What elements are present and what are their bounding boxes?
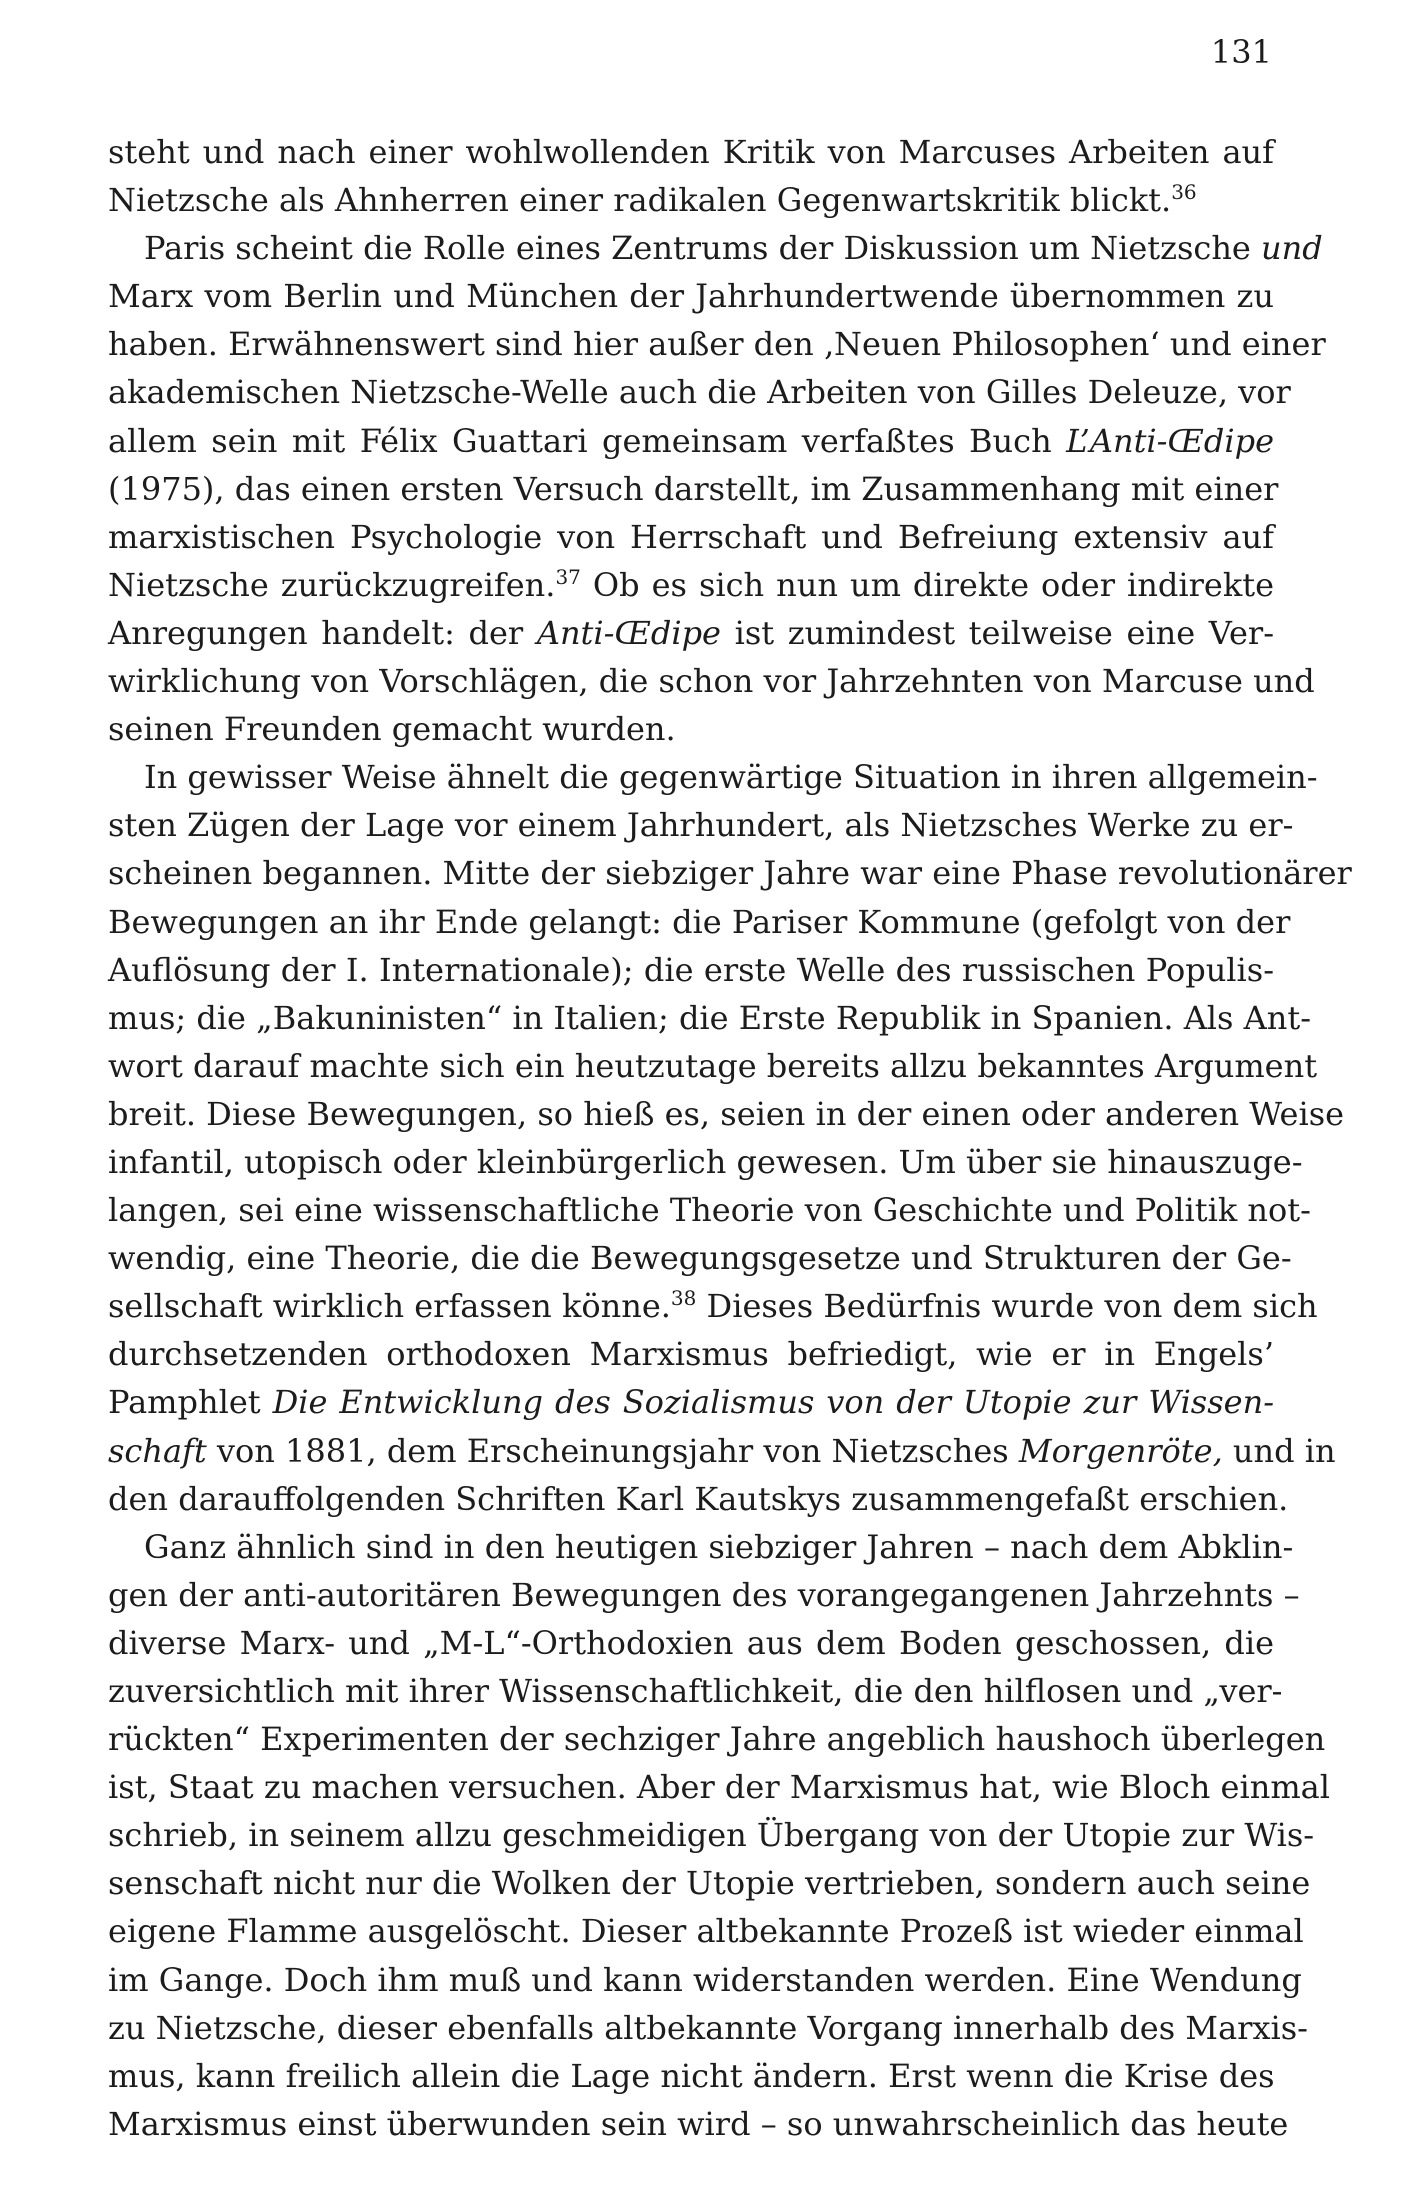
text-line: rückten“ Experimenten der sechziger Jahre angeblich haushoch überlegen (108, 1720, 1326, 1759)
text-line: langen, sei eine wissenschaftliche Theorie von Geschichte und Politik not- (108, 1191, 1311, 1230)
text-line: Nietzsche als Ahnherren einer radikalen Gegenwartskritik blickt.$^{36}$ (108, 180, 1197, 220)
text-line: sellschaft wirklich erfassen könne.$^{38}$ Dieses Bedürfnis wurde von dem sich (108, 1286, 1318, 1326)
text-line: breit. Diese Bewegungen, so hieß es, seien in der einen oder anderen Weise (108, 1094, 1345, 1133)
text-line: wirklichung von Vorschlägen, die schon vor Jahrzehnten von Marcuse und (108, 662, 1315, 701)
text-line: senschaft nicht nur die Wolken der Utopie vertrieben, sondern auch seine (108, 1864, 1311, 1903)
text-line: den darauffolgenden Schriften Karl Kautskys zusammengefaßt erschien. (108, 1479, 1289, 1518)
text-line: steht und nach einer wohlwollenden Kritik von Marcuses Arbeiten auf (108, 133, 1274, 171)
text-line: In gewisser Weise ähnelt die gegenwärtige Situation in ihren allgemein- (144, 758, 1318, 797)
text-line: zu Nietzsche, dieser ebenfalls altbekannte Vorgang innerhalb des Marxis- (108, 2008, 1308, 2047)
text-line: Anregungen handelt: der Anti-Œdipe ist zumindest teilweise eine Ver- (108, 613, 1275, 652)
footnote-marker: 37 (555, 564, 581, 589)
text-line: durchsetzenden orthodoxen Marxismus befriedigt, wie er in Engels’ (108, 1335, 1274, 1374)
footnote-marker: 38 (670, 1286, 697, 1311)
text-line: Pamphlet Die Entwicklung des Sozialismus von der Utopie zur Wissen- (108, 1383, 1275, 1422)
text-line: mus; die „Bakuninisten“ in Italien; die Erste Republik in Spanien. Als Ant- (108, 998, 1312, 1037)
text-line: akademischen Nietzsche-Welle auch die Arbeiten von Gilles Deleuze, vor (108, 373, 1291, 412)
text-line: Nietzsche zurückzugreifen.$^{37}$ Ob es sich nun um direkte oder indirekte (108, 564, 1275, 604)
text-line: marxistischen Psychologie von Herrschaft und Befreiung extensiv auf (108, 517, 1274, 556)
text-line: eigene Flamme ausgelöscht. Dieser altbekannte Prozeß ist wieder einmal (108, 1912, 1304, 1951)
text-line: Ganz ähnlich sind in den heutigen siebziger Jahren – nach dem Abklin- (144, 1527, 1294, 1566)
text-line: wort darauf machte sich ein heutzutage bereits allzu bekanntes Argument (108, 1046, 1318, 1085)
text-line: infantil, utopisch oder kleinbürgerlich gewesen. Um über sie hinauszuge- (108, 1142, 1303, 1181)
text-line: (1975), das einen ersten Versuch darstellt, im Zusammenhang mit einer (108, 469, 1279, 508)
text-line: zuversichtlich mit ihrer Wissenschaftlichkeit, die den hilflosen und „ver- (108, 1672, 1283, 1710)
text-line: Paris scheint die Rolle eines Zentrums der Diskussion um Nietzsche und (144, 229, 1323, 268)
text-line: im Gange. Doch ihm muß und kann widerstanden werden. Eine Wendung (108, 1960, 1302, 1999)
text-line: wendig, eine Theorie, die die Bewegungsgesetze und Strukturen der Ge- (108, 1239, 1292, 1278)
text-line: ist, Staat zu machen versuchen. Aber der Marxismus hat, wie Bloch einmal (108, 1768, 1330, 1807)
text-line: diverse Marx- und „M-L“-Orthodoxien aus dem Boden geschossen, die (108, 1623, 1274, 1662)
text-line: Marx vom Berlin und München der Jahrhundertwende übernommen zu (108, 277, 1274, 316)
text-line: schaft von 1881, dem Erscheinungsjahr von Nietzsches Morgenröte, und in (108, 1431, 1336, 1470)
body-text (108, 128, 1352, 2148)
text-line: seinen Freunden gemacht wurden. (108, 710, 676, 749)
text-line: mus, kann freilich allein die Lage nicht ändern. Erst wenn die Krise des (108, 2056, 1275, 2095)
text-line: Bewegungen an ihr Ende gelangt: die Pariser Kommune (gefolgt von der (108, 902, 1291, 941)
text-line: sten Zügen der Lage vor einem Jahrhundert, als Nietzsches Werke zu er- (108, 806, 1294, 845)
text-line: allem sein mit Félix Guattari gemeinsam verfaßtes Buch L’Anti-Œdipe (108, 421, 1274, 460)
text-line: schrieb, in seinem allzu geschmeidigen Übergang von der Utopie zur Wis- (108, 1816, 1315, 1855)
text-line: Auflösung der I. Internationale); die erste Welle des russischen Populis- (108, 950, 1274, 989)
text-line: scheinen begannen. Mitte der siebziger Jahre war eine Phase revolutionärer (108, 854, 1352, 893)
page-number: 131 (1210, 33, 1272, 71)
footnote-marker: 36 (1171, 180, 1197, 205)
text-line: haben. Erwähnenswert sind hier außer den ‚Neuen Philosophen‘ und einer (108, 325, 1326, 364)
text-line: gen der anti-autoritären Bewegungen des vorangegangenen Jahrzehnts – (108, 1575, 1300, 1614)
text-line: Marxismus einst überwunden sein wird – so unwahrscheinlich das heute (108, 2104, 1289, 2143)
